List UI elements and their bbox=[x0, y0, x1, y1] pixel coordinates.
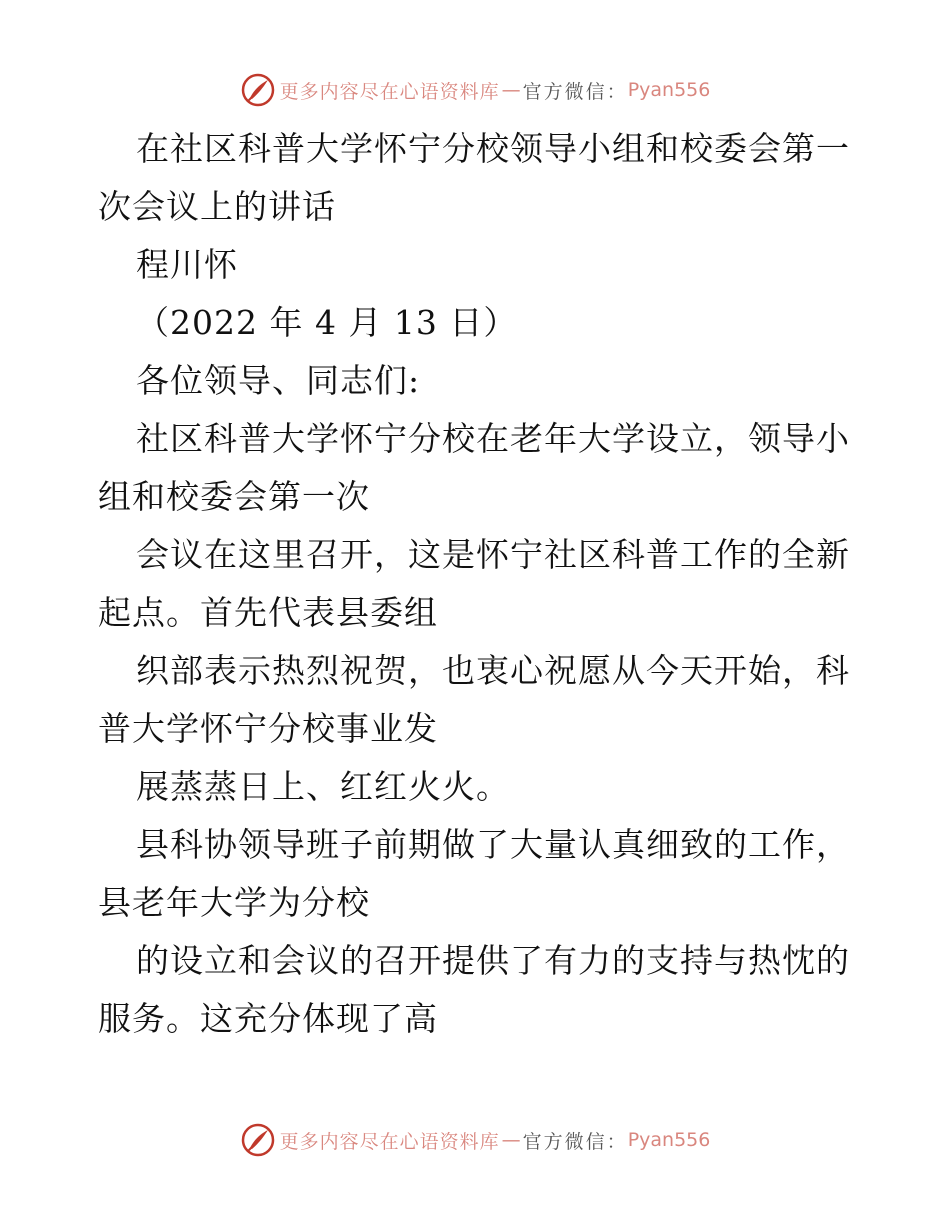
watermark-wechat-id: Pyan556 bbox=[627, 1129, 711, 1151]
body-line: 的设立和会议的召开提供了有力的支持与热忱的 bbox=[136, 941, 850, 980]
watermark-wechat-label: 官方微信： bbox=[522, 80, 628, 103]
body-line: 组和校委会第一次 bbox=[98, 477, 370, 516]
watermark-main-text: 更多内容尽在心语资料库 bbox=[279, 1130, 500, 1153]
body-line: 展蒸蒸日上、红红火火。 bbox=[136, 767, 510, 806]
watermark-dash: — bbox=[501, 1129, 521, 1151]
author-line: 程川怀 bbox=[136, 245, 238, 284]
watermark-main-text: 更多内容尽在心语资料库 bbox=[279, 80, 500, 103]
body-line: 服务。这充分体现了高 bbox=[98, 999, 438, 1038]
body-line: 普大学怀宁分校事业发 bbox=[98, 709, 438, 748]
body-line: 起点。首先代表县委组 bbox=[98, 593, 438, 632]
page-footer-watermark bbox=[0, 1120, 950, 1160]
quill-logo-icon bbox=[240, 72, 276, 108]
quill-logo-icon bbox=[240, 1122, 276, 1158]
document-body bbox=[98, 120, 858, 1048]
watermark-wechat-id: Pyan556 bbox=[627, 79, 711, 101]
body-line: 织部表示热烈祝贺，也衷心祝愿从今天开始，科 bbox=[136, 651, 850, 690]
salutation-line: 各位领导、同志们: bbox=[136, 361, 421, 400]
title-line-1: 在社区科普大学怀宁分校领导小组和校委会第一 bbox=[136, 129, 850, 168]
body-line: 县科协领导班子前期做了大量认真细致的工作， bbox=[136, 825, 850, 864]
watermark-wechat-label: 官方微信： bbox=[522, 1130, 628, 1153]
body-line: 县老年大学为分校 bbox=[98, 883, 370, 922]
page-header-watermark bbox=[0, 70, 950, 110]
watermark-dash: — bbox=[501, 79, 521, 101]
title-line-2: 次会议上的讲话 bbox=[98, 187, 336, 226]
body-line: 会议在这里召开，这是怀宁社区科普工作的全新 bbox=[136, 535, 850, 574]
date-line: （2022 年 4 月 13 日） bbox=[136, 303, 518, 342]
body-line: 社区科普大学怀宁分校在老年大学设立，领导小 bbox=[136, 419, 850, 458]
